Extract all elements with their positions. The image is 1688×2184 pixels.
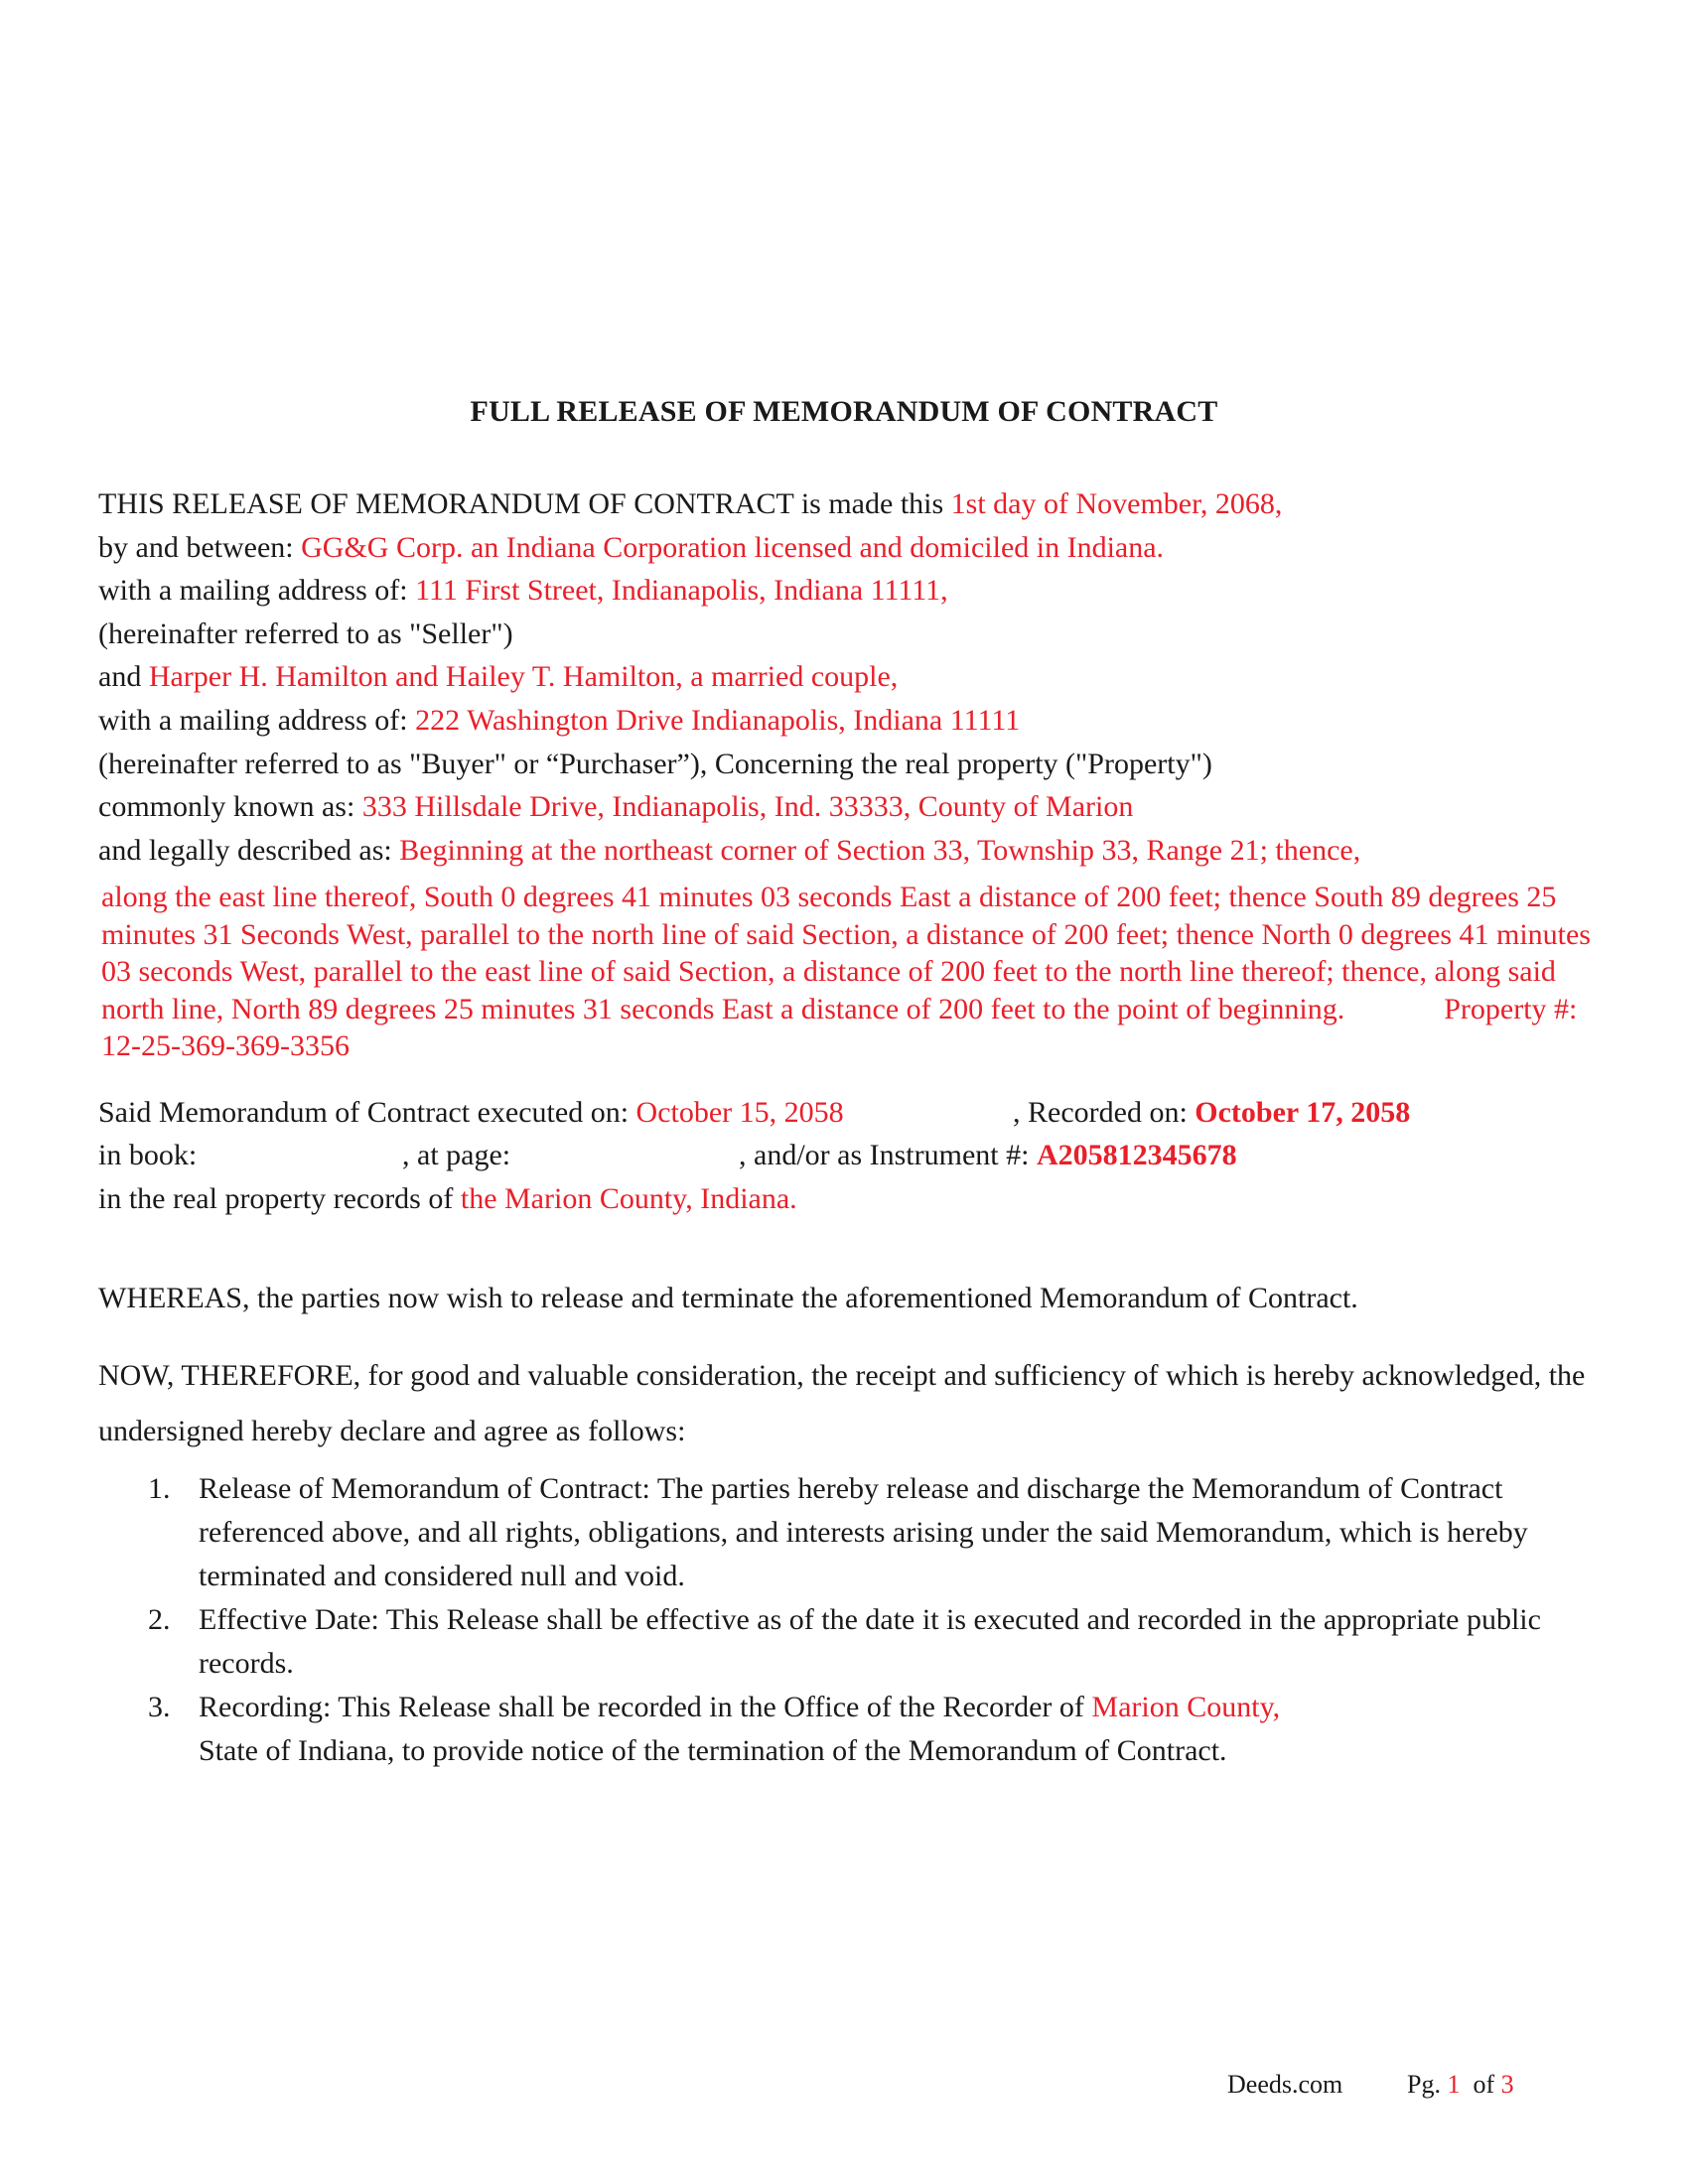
buyer-reference: (hereinafter referred to as "Buyer" or “Purchaser”), Concerning the real property ("Property") (98, 748, 1212, 780)
buyer-name: Harper H. Hamilton and Hailey T. Hamilton, a married couple, (148, 660, 899, 693)
buyer-address-line (98, 706, 1020, 736)
page-label: , at page: (402, 1139, 511, 1171)
now-therefore-clause: NOW, THEREFORE, for good and valuable consideration, the receipt and sufficiency of which is hereby acknowledged, the undersigned hereby declare and agree as follows: (98, 1359, 1586, 1447)
recorded-date: October 17, 2058 (1195, 1096, 1411, 1129)
known-as-line (98, 792, 1133, 822)
clause-item (98, 1467, 1608, 1598)
footer-total-pages: 3 (1500, 2070, 1514, 2099)
buyer-label: and (98, 660, 149, 693)
recorded-group (1013, 1098, 1410, 1128)
seller-address-label: with a mailing address of: (98, 574, 416, 607)
clause-text: Recording: This Release shall be recorded in the Office of the Recorder of (199, 1691, 1092, 1723)
legal-description-rest: along the east line thereof, South 0 degrees 41 minutes 03 seconds East a distance of 200 feet; thence South 89 degrees 25 minutes 31 Seconds West, parallel to the north line of said Section, a distance of 200 feet; thence North 0 degrees 41 minutes 03 seconds West, parallel to the east line of said Section, a distance of 200 feet to the north line thereof; thence, along said north line, North 89 degrees 25 minutes 31 seconds East a distance of 200 feet to the point of beginning. (101, 881, 1591, 1025)
known-as-label: commonly known as: (98, 790, 362, 823)
clause-number: 3. (148, 1691, 171, 1723)
known-as-address: 333 Hillsdale Drive, Indianapolis, Ind. 33333, County of Marion (361, 790, 1134, 823)
clause-item (98, 1598, 1608, 1686)
clause-number: 1. (148, 1472, 171, 1505)
clause-number: 2. (148, 1603, 171, 1636)
legal-description-line (98, 836, 1360, 866)
executed-line (98, 1096, 1411, 1129)
seller-label: by and between: (98, 531, 302, 564)
whereas-clause: WHEREAS, the parties now wish to release and terminate the aforementioned Memorandum of Contract. (98, 1282, 1358, 1314)
property-number: Property #: 12-25-369-369-3356 (101, 992, 1578, 1063)
buyer-line (98, 662, 898, 692)
buyer-address: 222 Washington Drive Indianapolis, Indiana 11111 (415, 704, 1021, 737)
clause-county: Marion County, (1091, 1691, 1281, 1723)
footer-site: Deeds.com (1227, 2070, 1343, 2099)
legal-description-label: and legally described as: (98, 834, 400, 867)
footer-page-number: 1 (1447, 2070, 1461, 2099)
executed-label: Said Memorandum of Contract executed on: (98, 1096, 636, 1129)
seller-reference: (hereinafter referred to as "Seller") (98, 617, 513, 650)
recorded-label: , Recorded on: (1013, 1096, 1196, 1129)
records-label: in the real property records of (98, 1182, 461, 1215)
seller-address: 111 First Street, Indianapolis, Indiana 11111, (415, 574, 948, 607)
book-label: in book: (98, 1139, 198, 1171)
executed-date: October 15, 2058 (635, 1096, 844, 1129)
clause-text-continued: State of Indiana, to provide notice of the termination of the Memorandum of Contract. (199, 1734, 1227, 1767)
footer-pagination (1407, 2070, 1514, 2100)
legal-description-first: Beginning at the northeast corner of Section 33, Township 33, Range 21; thence, (399, 834, 1361, 867)
buyer-address-label: with a mailing address of: (98, 704, 416, 737)
clause-list (98, 1467, 1608, 1773)
instrument-number: A205812345678 (1036, 1139, 1237, 1171)
footer-page-label: Pg. (1407, 2070, 1441, 2099)
intro-line (98, 489, 1282, 519)
intro-prefix: THIS RELEASE OF MEMORANDUM OF CONTRACT is made this (98, 487, 951, 520)
records-county: the Marion County, Indiana. (460, 1182, 797, 1215)
seller-name: GG&G Corp. an Indiana Corporation licensed and domiciled in Indiana. (301, 531, 1165, 564)
clause-item (98, 1686, 1608, 1773)
seller-address-line (98, 576, 948, 606)
instrument-group (739, 1141, 1237, 1170)
book-line (98, 1141, 1488, 1170)
legal-description-body (101, 879, 1591, 1065)
clause-text: Effective Date: This Release shall be effective as of the date it is executed and recorded in the appropriate public records. (199, 1603, 1541, 1680)
intro-date: 1st day of November, 2068, (950, 487, 1283, 520)
footer-of-label: of (1473, 2070, 1495, 2099)
clause-text: Release of Memorandum of Contract: The parties hereby release and discharge the Memorandum of Contract referenced above, and all rights, obligations, and interests arising under the said Memorandum, which is hereby terminated and considered null and void. (199, 1472, 1528, 1592)
instrument-label: , and/or as Instrument #: (739, 1139, 1037, 1171)
seller-line (98, 533, 1164, 563)
document-title: FULL RELEASE OF MEMORANDUM OF CONTRACT (470, 395, 1218, 428)
records-line (98, 1184, 797, 1214)
